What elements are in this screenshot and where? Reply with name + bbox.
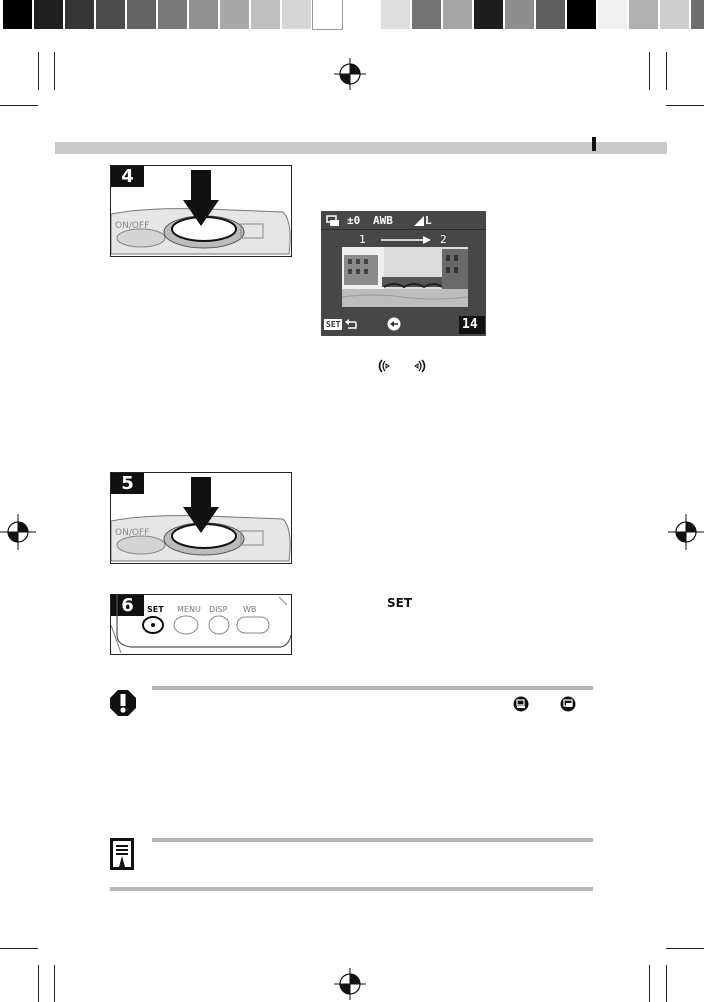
- power-label: ON/OFF: [115, 528, 150, 538]
- step-5-illustration: [110, 472, 292, 564]
- left-button-icon: [376, 359, 390, 373]
- step-6-illustration: [110, 594, 292, 655]
- crop-mark: [0, 948, 38, 949]
- color-swatch: [412, 0, 441, 29]
- set-button-glyph: SET: [387, 596, 413, 610]
- color-swatch: [313, 0, 342, 29]
- right-button-icon: [414, 359, 428, 373]
- photo-thumbnail: [342, 247, 468, 307]
- color-swatch: [282, 0, 311, 29]
- exposure-value: ±0: [347, 214, 361, 227]
- lcd-screen: [321, 211, 486, 336]
- note-icon: [110, 838, 134, 870]
- header-band: [55, 142, 667, 154]
- caution-rule: [152, 686, 593, 690]
- color-swatch: [536, 0, 565, 29]
- color-swatch: [127, 0, 156, 29]
- color-swatch: [629, 0, 658, 29]
- note-rule-bottom: [110, 887, 593, 891]
- frame-to: 2: [440, 233, 447, 246]
- playback-icon: [326, 215, 340, 227]
- registration-mark-icon: [330, 58, 370, 90]
- color-swatch: [598, 0, 627, 29]
- crop-mark: [54, 52, 55, 90]
- header-marker: [592, 137, 596, 151]
- step-number: 4: [111, 166, 144, 187]
- step-4-illustration: [110, 165, 292, 257]
- disp-button-label: DISP: [209, 605, 228, 614]
- color-swatch: [158, 0, 187, 29]
- crop-mark: [666, 965, 667, 1002]
- white-balance-value: AWB: [373, 214, 393, 227]
- caution-icon: [110, 690, 136, 716]
- step-number: 5: [111, 473, 144, 494]
- color-swatch: [220, 0, 249, 29]
- shutter-button-illustration: [111, 473, 291, 563]
- crop-mark: [54, 965, 55, 1002]
- registration-mark-icon: [0, 514, 36, 550]
- left-arrow-icon: [387, 317, 401, 331]
- color-swatch: [189, 0, 218, 29]
- color-swatch: [3, 0, 32, 29]
- crop-mark: [666, 52, 667, 90]
- wb-button-label: WB: [243, 605, 257, 614]
- crop-mark: [38, 965, 39, 1002]
- registration-mark-icon: [330, 968, 370, 1000]
- color-swatch: [381, 0, 410, 29]
- crop-mark: [38, 52, 39, 90]
- color-swatch: [474, 0, 503, 29]
- lcd-set-badge: SET: [326, 320, 341, 329]
- color-swatch: [443, 0, 472, 29]
- color-swatch: [34, 0, 63, 29]
- crop-mark: [0, 105, 38, 106]
- color-swatch: [65, 0, 94, 29]
- step-number: 6: [111, 595, 144, 616]
- frame-from: 1: [359, 233, 366, 246]
- color-swatch: [251, 0, 280, 29]
- control-panel-illustration: [111, 595, 291, 654]
- stitch-left-icon: [513, 696, 529, 712]
- color-swatch: [567, 0, 596, 29]
- quality-icon: [414, 216, 424, 226]
- image-size: L: [425, 214, 432, 227]
- color-swatch: [691, 0, 704, 29]
- crop-mark: [666, 105, 704, 106]
- note-rule-top: [152, 838, 593, 842]
- power-label: ON/OFF: [115, 221, 150, 231]
- set-button-label: SET: [147, 605, 164, 614]
- registration-mark-icon: [668, 514, 704, 550]
- color-swatch: [505, 0, 534, 29]
- crop-mark: [649, 965, 650, 1002]
- crop-mark: [666, 948, 704, 949]
- color-swatch: [660, 0, 689, 29]
- menu-button-label: MENU: [177, 605, 201, 614]
- stitch-right-icon: [560, 696, 576, 712]
- crop-mark: [649, 52, 650, 90]
- image-count: 14: [462, 317, 478, 332]
- return-icon: [345, 319, 357, 330]
- shutter-button-illustration: [111, 166, 291, 256]
- color-swatch: [96, 0, 125, 29]
- right-arrow-icon: [381, 236, 431, 244]
